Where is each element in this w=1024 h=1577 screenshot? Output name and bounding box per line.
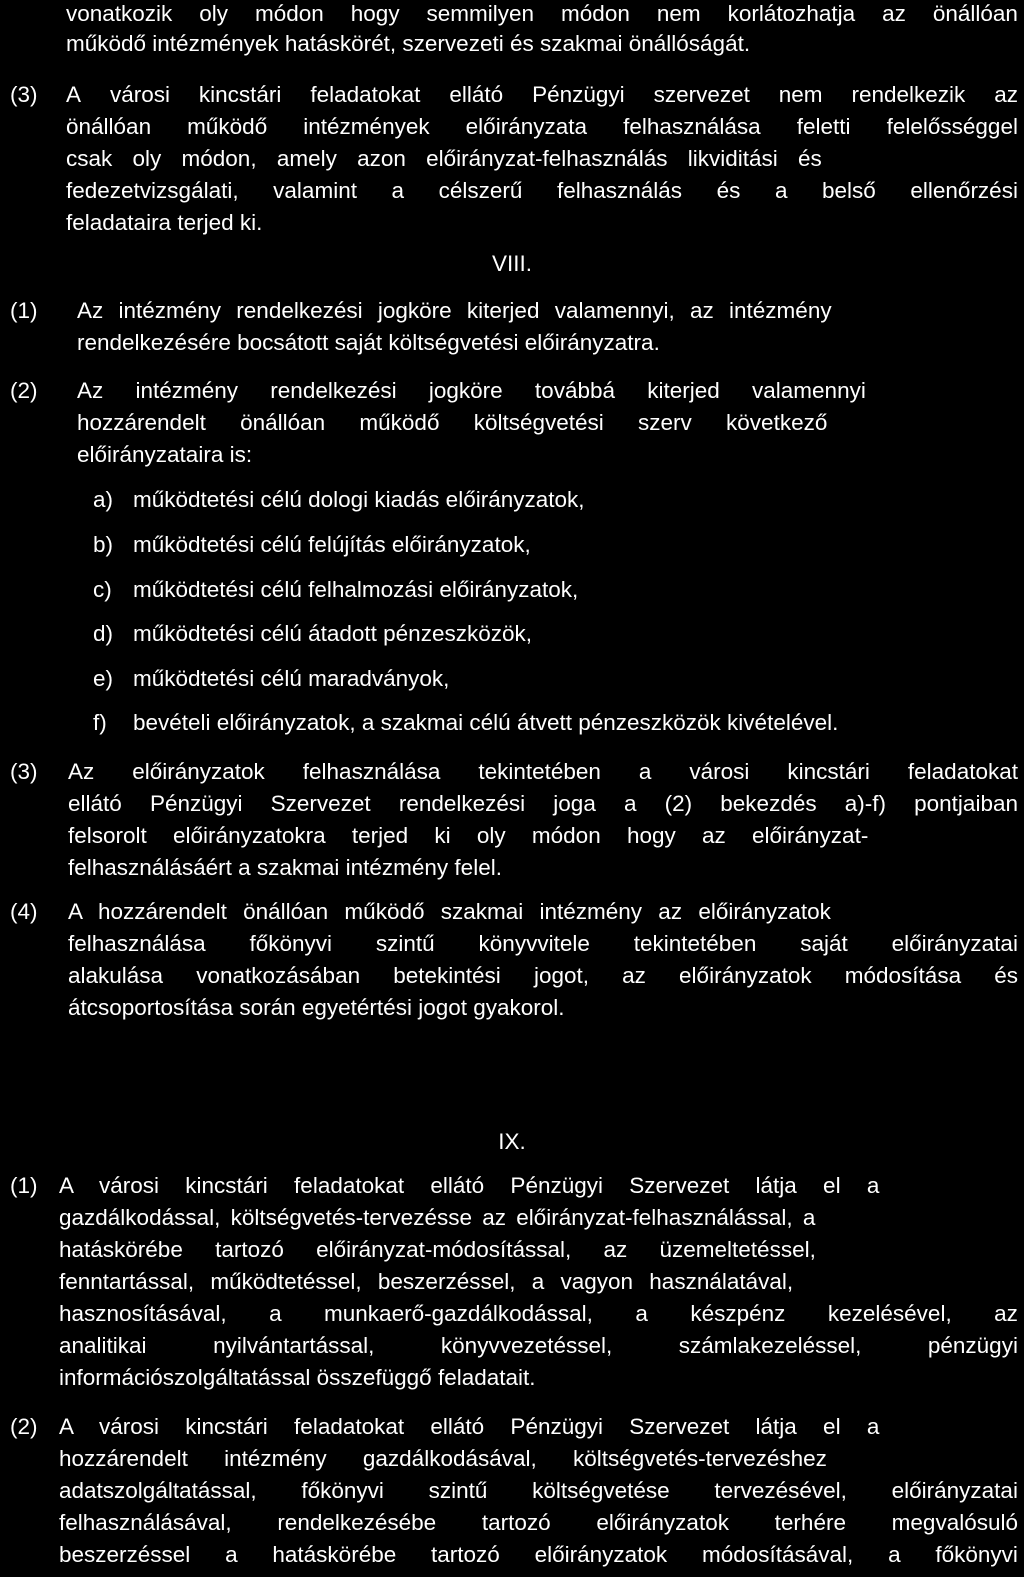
list-item: működtetési célú felhalmozási előirányzatok,: [133, 577, 579, 602]
paragraph-line: rendelkezésére bocsátott saját költségvetési előirányzatra.: [77, 330, 660, 355]
word: pontjaiban: [914, 791, 1018, 816]
word: analitikai: [59, 1333, 147, 1358]
list-item-label: b): [93, 532, 114, 557]
word: az: [994, 82, 1018, 107]
word: felhasználása: [302, 759, 441, 784]
word: a: [225, 1542, 238, 1567]
word: belső: [822, 178, 876, 203]
paragraph-number: (4): [10, 899, 38, 924]
word: nem: [778, 82, 823, 107]
paragraph-line: [59, 1332, 1018, 1360]
word: tartozó: [431, 1542, 500, 1567]
paragraph-line: előirányzataira is:: [77, 442, 253, 467]
word: könyvvitele: [478, 931, 590, 956]
list-item: működtetési célú maradványok,: [133, 666, 450, 691]
paragraph-line: [66, 177, 1018, 205]
word: az: [882, 1, 906, 26]
word: módon: [255, 1, 324, 26]
word: előirányzatok: [596, 1510, 729, 1535]
word: kincstári: [198, 82, 282, 107]
word: készpénz: [690, 1301, 786, 1326]
word: célszerű: [438, 178, 523, 203]
word: városi: [109, 82, 170, 107]
word: az: [622, 963, 646, 988]
paragraph-line: A városi kincstári feladatokat ellátó Pénzügyi Szervezet látja el a: [59, 1414, 880, 1439]
word: a: [269, 1301, 282, 1326]
word: beszerzéssel: [59, 1542, 191, 1567]
word: felhasználása: [68, 931, 206, 956]
word: könyvvezetéssel,: [440, 1333, 613, 1358]
word: a: [391, 178, 405, 203]
word: költségvetése: [532, 1478, 670, 1503]
word: korlátozhatja: [727, 1, 856, 26]
word: vonatkozik: [66, 1, 173, 26]
word: Az: [68, 759, 95, 784]
word: vonatkozásában: [196, 963, 361, 988]
word: pénzügyi: [927, 1333, 1018, 1358]
paragraph-number: (1): [10, 1173, 38, 1198]
word: ellátó: [449, 82, 504, 107]
word: adatszolgáltatással,: [59, 1478, 257, 1503]
word: főkönyvi: [935, 1542, 1018, 1567]
word: tervezésével,: [714, 1478, 847, 1503]
list-item: működtetési célú dologi kiadás előirányzatok,: [133, 487, 585, 512]
paragraph-line: fenntartással, működtetéssel, beszerzéssel, a vagyon használatával,: [59, 1269, 794, 1294]
word: a: [888, 1542, 901, 1567]
paragraph-line: [66, 113, 1018, 141]
paragraph-number: (3): [10, 759, 38, 784]
paragraph-line: [59, 1477, 1018, 1505]
paragraph-number: (1): [10, 298, 38, 323]
paragraph-line: [59, 1509, 1018, 1537]
paragraph-line: felhasználásáért a szakmai intézmény felel.: [68, 855, 502, 880]
word: ellenőrzési: [910, 178, 1018, 203]
word: kezelésével,: [827, 1301, 952, 1326]
word: önállóan: [932, 1, 1018, 26]
text-line: [59, 1477, 1018, 1505]
word: előirányzatok: [132, 759, 265, 784]
word: a)-f): [844, 791, 886, 816]
word: intézmények: [303, 114, 430, 139]
word: a: [623, 791, 637, 816]
word: tartozó: [481, 1510, 551, 1535]
paragraph-line: hatáskörébe tartozó előirányzat-módosítással, az üzemeltetéssel,: [59, 1237, 816, 1262]
text-line: [59, 1509, 1018, 1537]
text-line: [59, 1541, 1018, 1569]
word: felhasználása: [623, 114, 761, 139]
word: terhére: [774, 1510, 846, 1535]
list-item: működtetési célú felújítás előirányzatok,: [133, 532, 531, 557]
paragraph-line: [59, 1300, 1018, 1328]
word: tekintetében: [478, 759, 601, 784]
word: rendelkezési: [398, 791, 526, 816]
word: oly: [199, 1, 229, 26]
text-line: [59, 1300, 1018, 1328]
paragraph-line: információszolgáltatással összefüggő feladatait.: [59, 1365, 536, 1390]
word: előirányzatok: [679, 963, 812, 988]
word: ellátó: [68, 791, 122, 816]
word: és: [994, 963, 1018, 988]
list-item-label: d): [93, 621, 114, 646]
list-item-label: e): [93, 666, 114, 691]
word: módon: [561, 1, 630, 26]
word: előirányzatai: [891, 931, 1018, 956]
word: felhasználás: [556, 178, 683, 203]
word: módosítása: [844, 963, 962, 988]
word: nyilvántartással,: [213, 1333, 375, 1358]
paragraph-line: gazdálkodással, költségvetés-tervezésse az előirányzat-felhasználással, a: [59, 1205, 816, 1230]
paragraph-line: átcsoportosítása során egyetértési jogot gyakorol.: [68, 995, 565, 1020]
word: alakulása: [68, 963, 164, 988]
word: szintű: [375, 931, 435, 956]
word: megvalósuló: [891, 1510, 1018, 1535]
paragraph-line: [59, 1541, 1018, 1569]
word: a: [638, 759, 652, 784]
word: Szervezet: [270, 791, 371, 816]
word: felhasználásával,: [59, 1510, 232, 1535]
word: betekintési: [393, 963, 501, 988]
list-item: bevételi előirányzatok, a szakmai célú átvett pénzeszközök kivételével.: [133, 710, 839, 735]
paragraph-line: [68, 758, 1018, 786]
word: tekintetében: [633, 931, 757, 956]
paragraph-number: (2): [10, 1414, 38, 1439]
paragraph-number: (3): [10, 82, 38, 107]
word: rendelkezik: [851, 82, 966, 107]
text-line: [66, 0, 1018, 28]
text-line: [68, 930, 1018, 958]
word: rendelkezésébe: [277, 1510, 437, 1535]
word: előirányzatai: [891, 1478, 1018, 1503]
word: felelősséggel: [886, 114, 1018, 139]
paragraph-line: csak oly módon, amely azon előirányzat-felhasználás likviditási és: [66, 146, 822, 171]
paragraph-line: hozzárendelt intézmény gazdálkodásával, költségvetés-tervezéshez: [59, 1446, 827, 1471]
word: joga: [553, 791, 596, 816]
word: bekezdés: [720, 791, 817, 816]
intro-line-1: [66, 0, 1018, 28]
paragraph-number: (2): [10, 378, 38, 403]
text-line: [68, 790, 1018, 818]
word: A: [66, 82, 82, 107]
word: feladatokat: [310, 82, 421, 107]
word: szintű: [428, 1478, 488, 1503]
list-item-label: c): [93, 577, 112, 602]
paragraph-line: [68, 962, 1018, 990]
paragraph-line: A városi kincstári feladatokat ellátó Pénzügyi Szervezet látja el a: [59, 1173, 880, 1198]
word: szervezet: [653, 82, 750, 107]
word: a: [635, 1301, 648, 1326]
word: az: [994, 1301, 1018, 1326]
word: főkönyvi: [301, 1478, 384, 1503]
word: semmilyen: [426, 1, 535, 26]
text-line: [59, 1332, 1018, 1360]
text-line: [66, 177, 1018, 205]
word: számlakezeléssel,: [678, 1333, 862, 1358]
word: kincstári: [787, 759, 870, 784]
text-line: [68, 962, 1018, 990]
paragraph-line: hozzárendelt önállóan működő költségvetési szerv következő: [77, 410, 828, 435]
word: városi: [689, 759, 750, 784]
word: nem: [656, 1, 701, 26]
list-item: működtetési célú átadott pénzeszközök,: [133, 621, 532, 646]
word: főkönyvi: [249, 931, 333, 956]
paragraph-line: Az intézmény rendelkezési jogköre kiterjed valamennyi, az intézmény: [77, 298, 832, 323]
paragraph-line: A hozzárendelt önállóan működő szakmai intézmény az előirányzatok: [68, 899, 831, 924]
word: munkaerő-gazdálkodással,: [324, 1301, 593, 1326]
paragraph-line: [66, 81, 1018, 109]
word: hogy: [350, 1, 400, 26]
paragraph-line: [68, 790, 1018, 818]
word: (2): [664, 791, 693, 816]
paragraph-line: felsorolt előirányzatokra terjed ki oly módon hogy az előirányzat-: [68, 823, 869, 848]
word: hasznosításával,: [59, 1301, 227, 1326]
word: fedezetvizsgálati,: [66, 178, 239, 203]
word: működő: [187, 114, 268, 139]
word: önállóan: [66, 114, 152, 139]
word: a: [774, 178, 788, 203]
word: jogot,: [533, 963, 589, 988]
word: és: [716, 178, 741, 203]
word: Pénzügyi: [149, 791, 243, 816]
word: feletti: [796, 114, 851, 139]
word: előirányzata: [465, 114, 587, 139]
word: valamint: [273, 178, 357, 203]
paragraph-line: [68, 930, 1018, 958]
list-item-label: f): [93, 710, 107, 735]
paragraph-line: Az intézmény rendelkezési jogköre továbbá kiterjed valamennyi: [77, 378, 866, 403]
text-line: [66, 113, 1018, 141]
text-line: [68, 758, 1018, 786]
paragraph-line: feladataira terjed ki.: [66, 210, 263, 235]
section-heading-ix: IX.: [498, 1129, 526, 1154]
word: feladatokat: [907, 759, 1018, 784]
word: hatáskörébe: [272, 1542, 397, 1567]
word: Pénzügyi: [532, 82, 625, 107]
word: saját: [800, 931, 848, 956]
text-line: [66, 81, 1018, 109]
section-heading-viii: VIII.: [491, 251, 532, 276]
intro-line-2: működő intézmények hatáskörét, szervezeti és szakmai önállóságát.: [66, 31, 751, 56]
list-item-label: a): [93, 487, 114, 512]
word: előirányzatok: [534, 1542, 668, 1567]
word: módosításával,: [701, 1542, 854, 1567]
